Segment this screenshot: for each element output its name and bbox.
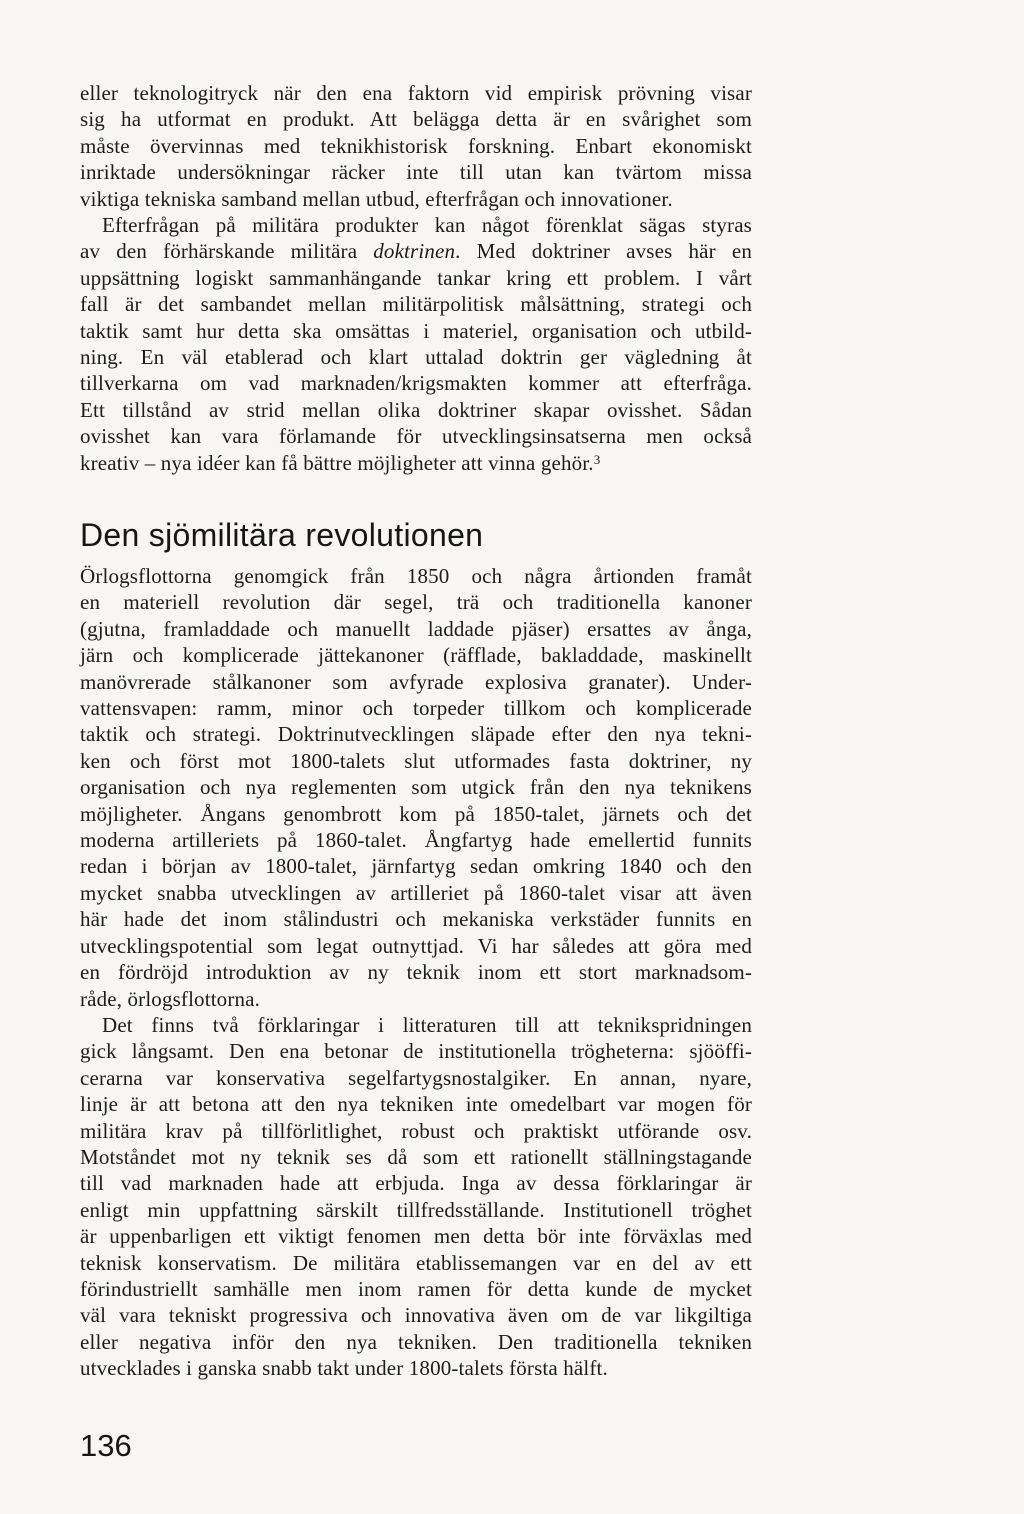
text-line: vattensvapen: ramm, minor och torpeder tillkom och komplicerade: [80, 696, 752, 721]
text-line: ning. En väl etablerad och klart uttalad doktrin ger vägledning åt: [80, 345, 752, 370]
footnote-marker[interactable]: 3: [593, 451, 601, 467]
text-line: Motståndet mot ny teknik ses då som ett rationellt ställningstagande: [80, 1145, 752, 1170]
text-line: tillverkarna om vad marknaden/krigsmakten kommer att efterfråga.: [80, 371, 752, 396]
text-line: utvecklades i ganska snabb takt under 1800-talets första hälft.: [80, 1356, 608, 1381]
text-line: en fördröjd introduktion av ny teknik inom ett stort marknadsom-: [80, 960, 752, 985]
paragraph-explanations: [80, 1012, 752, 1382]
paragraph-doctrine: [80, 80, 752, 476]
text-line: Örlogsflottorna genomgick från 1850 och några årtionden framåt: [80, 564, 752, 588]
text-line: förindustriellt samhälle men inom ramen för detta kunde de mycket: [80, 1277, 752, 1302]
text-line: eller negativa inför den nya tekniken. Den traditionella tekniken: [80, 1329, 752, 1354]
text-line: militära krav på tillförlitlighet, robust och praktiskt utförande osv.: [80, 1118, 752, 1143]
text-line: gick långsamt. Den ena betonar de institutionella trögheterna: sjööffi-: [80, 1039, 752, 1064]
text-line: här hade det inom stålindustri och mekaniska verkstäder funnits en: [80, 907, 752, 932]
text-line: taktik samt hur detta ska omsättas i materiel, organisation och utbild-: [80, 318, 752, 343]
text-line: Efterfrågan på militära produkter kan något förenklat sägas styras: [102, 213, 752, 238]
text-line: råde, örlogsflottorna.: [80, 986, 260, 1011]
text-line: till vad marknaden hade att erbjuda. Inga av dessa förklaringar är: [80, 1171, 752, 1196]
text-line: sig ha utformat en produkt. Att belägga detta är en svårighet som: [80, 107, 752, 132]
paragraph-revolution: [80, 563, 752, 1012]
text-line: moderna artilleriets på 1860-talet. Ångfartyg hade emellertid funnits: [80, 828, 752, 853]
text-line: måste övervinnas med teknikhistorisk forskning. Enbart ekonomiskt: [80, 133, 752, 158]
text-line: redan i början av 1800-talet, järnfartyg sedan omkring 1840 och den: [80, 854, 752, 879]
text-line: Det finns två förklaringar i litteraturen till att teknikspridningen: [102, 1013, 752, 1037]
text-line: väl vara tekniskt progressiva och innovativa även om de var likgiltiga: [80, 1303, 752, 1328]
text-line: organisation och nya reglementen som utgick från den nya teknikens: [80, 775, 752, 800]
text-line: taktik och strategi. Doktrinutvecklingen släpade efter den nya tekni-: [80, 722, 752, 747]
text-line: uppsättning logiskt sammanhängande tankar kring ett problem. I vårt: [80, 265, 752, 290]
text-line: (gjutna, framladdade och manuellt laddade pjäser) ersattes av ånga,: [80, 616, 752, 641]
text-fragment: kreativ – nya idéer kan få bättre möjligheter att vinna gehör.: [80, 450, 594, 475]
text-line: viktiga tekniska samband mellan utbud, efterfrågan och innovationer.: [80, 186, 673, 211]
text-line: ovisshet kan vara förlamande för utvecklingsinsatserna men också: [80, 424, 752, 449]
text-line: Ett tillstånd av strid mellan olika doktriner skapar ovisshet. Sådan: [80, 397, 752, 422]
text-line: eller teknologitryck när den ena faktorn vid empirisk prövning visar: [80, 81, 752, 105]
text-line: [80, 450, 752, 476]
text-line: manövrerade stålkanoner som avfyrade explosiva granater). Under-: [80, 669, 752, 694]
text-fragment: . Med doktriner avses här en: [455, 239, 752, 264]
text-line: fall är det sambandet mellan militärpolitisk målsättning, strategi och: [80, 292, 752, 317]
text-line: ken och först mot 1800-talets slut utformades fasta doktriner, ny: [80, 748, 752, 773]
text-line: linje är att betona att den nya tekniken inte omedelbart var mogen för: [80, 1092, 752, 1117]
page-number: 136: [80, 1428, 132, 1463]
text-fragment: av den förhärskande militära: [80, 239, 374, 264]
text-line: utvecklingspotential som legat outnyttjad. Vi har således att göra med: [80, 933, 752, 958]
text-line: järn och komplicerade jättekanoner (räfflade, bakladdade, maskinellt: [80, 643, 752, 668]
text-line: möjligheter. Ångans genombrott kom på 1850-talet, järnets och det: [80, 801, 752, 826]
text-line: enligt min uppfattning särskilt tillfredsställande. Institutionell tröghet: [80, 1197, 752, 1222]
text-line: teknisk konservatism. De militära etablissemangen var en del av ett: [80, 1250, 752, 1275]
text-line: [80, 238, 752, 264]
section-heading: Den sjömilitära revolutionen: [80, 517, 484, 553]
text-line: cerarna var konservativa segelfartygsnostalgiker. En annan, nyare,: [80, 1065, 752, 1090]
text-line: inriktade undersökningar räcker inte till utan kan tvärtom missa: [80, 160, 752, 185]
text-line: är uppenbarligen ett viktigt fenomen men detta bör inte förväxlas med: [80, 1224, 752, 1249]
text-line: mycket snabba utvecklingen av artilleriet på 1860-talet visar att även: [80, 880, 752, 905]
text-line: en materiell revolution där segel, trä och traditionella kanoner: [80, 590, 752, 615]
emphasis-doktrinen: doktrinen: [373, 239, 456, 264]
